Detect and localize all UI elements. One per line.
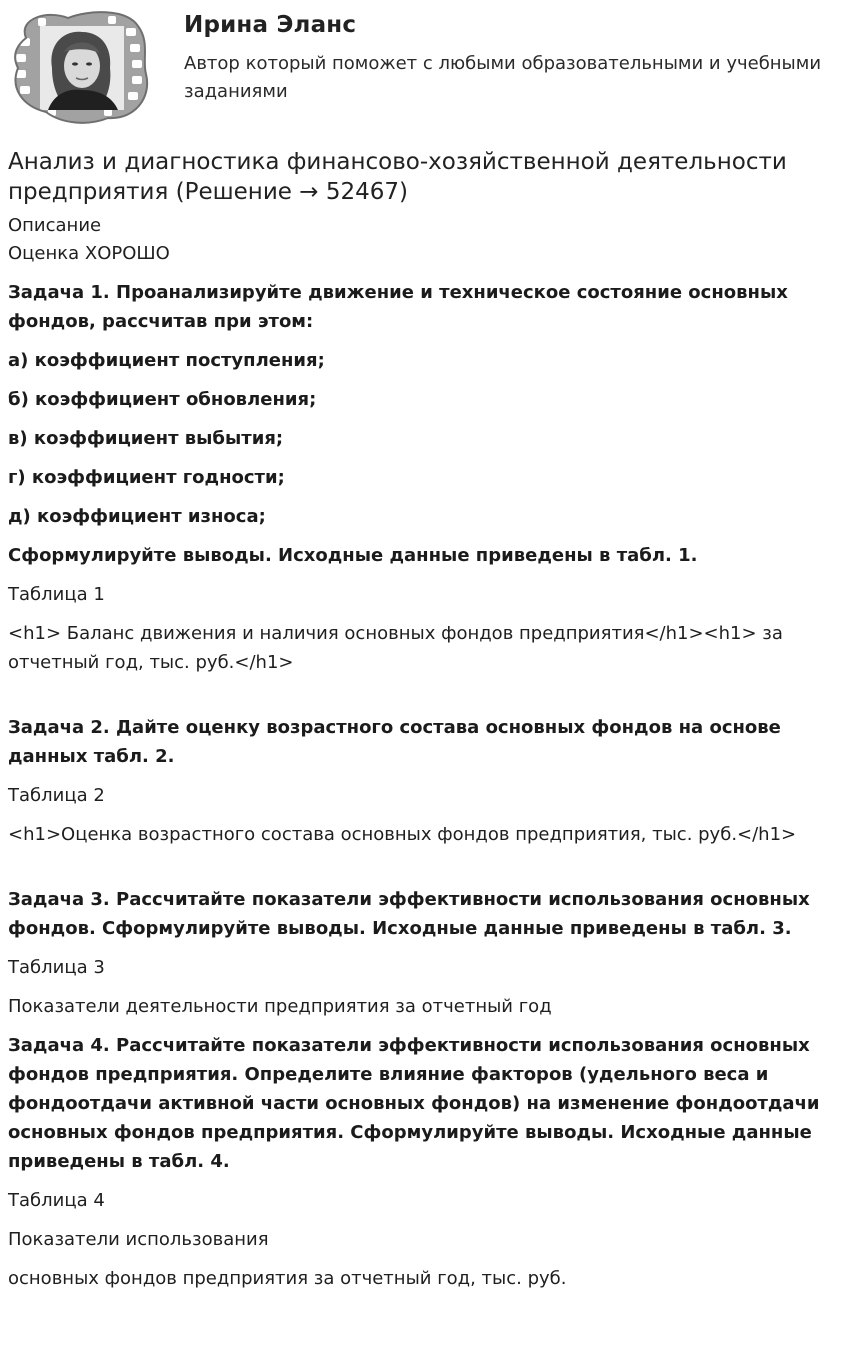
paragraph: <h1> Баланс движения и наличия основных фондов предприятия</h1><h1> за отчетный год, тыс. руб.</h1>	[8, 623, 783, 673]
paragraph: а) коэффициент поступления;	[8, 350, 325, 371]
paragraph: Задача 1. Проанализируйте движение и техническое состояние основных фондов, рассчитав при этом:	[8, 282, 788, 332]
paragraph: г) коэффициент годности;	[8, 467, 285, 488]
paragraph: д) коэффициент износа;	[8, 506, 266, 527]
document-meta	[8, 212, 841, 268]
paragraph: <h1>Оценка возрастного состава основных фондов предприятия, тыс. руб.</h1>	[8, 824, 797, 845]
document-content	[8, 278, 841, 1293]
author-avatar[interactable]	[8, 8, 150, 126]
paragraph: Таблица 3	[8, 957, 105, 978]
author-description: Автор который поможет с любыми образовательными и учебными заданиями	[184, 53, 822, 102]
paragraph: Таблица 1	[8, 584, 105, 605]
paragraph: Показатели использования	[8, 1229, 269, 1250]
paragraph: основных фондов предприятия за отчетный год, тыс. руб.	[8, 1268, 567, 1289]
paragraph: Сформулируйте выводы. Исходные данные приведены в табл. 1.	[8, 545, 698, 566]
paragraph: б) коэффициент обновления;	[8, 389, 317, 410]
document	[8, 147, 841, 1303]
paragraph: Таблица 2	[8, 785, 105, 806]
paragraph: Задача 2. Дайте оценку возрастного состава основных фондов на основе данных табл. 2.	[8, 717, 781, 767]
description-label: Описание	[8, 215, 102, 236]
document-title: Анализ и диагностика финансово-хозяйственной деятельности предприятия (Решение → 52467)	[8, 149, 787, 205]
grade: Оценка ХОРОШО	[8, 243, 170, 264]
paragraph: Показатели деятельности предприятия за отчетный год	[8, 996, 552, 1017]
paragraph: Таблица 4	[8, 1190, 105, 1211]
paragraph: Задача 4. Рассчитайте показатели эффективности использования основных фондов предприятия. Определите влияние факторов (удельного веса и фондоотдачи активной части основных фондов) на изменение фондоотдачи основных фондов предприятия. Сформулируйте выводы. Исходные данные приведены в табл. 4.	[8, 1035, 820, 1172]
author-avatar-photo	[8, 8, 150, 126]
paragraph: Задача 3. Рассчитайте показатели эффективности использования основных фондов. Сформулируйте выводы. Исходные данные приведены в табл. 3.	[8, 889, 810, 939]
paragraph: в) коэффициент выбытия;	[8, 428, 284, 449]
author-name[interactable]: Ирина Эланс	[184, 12, 357, 38]
